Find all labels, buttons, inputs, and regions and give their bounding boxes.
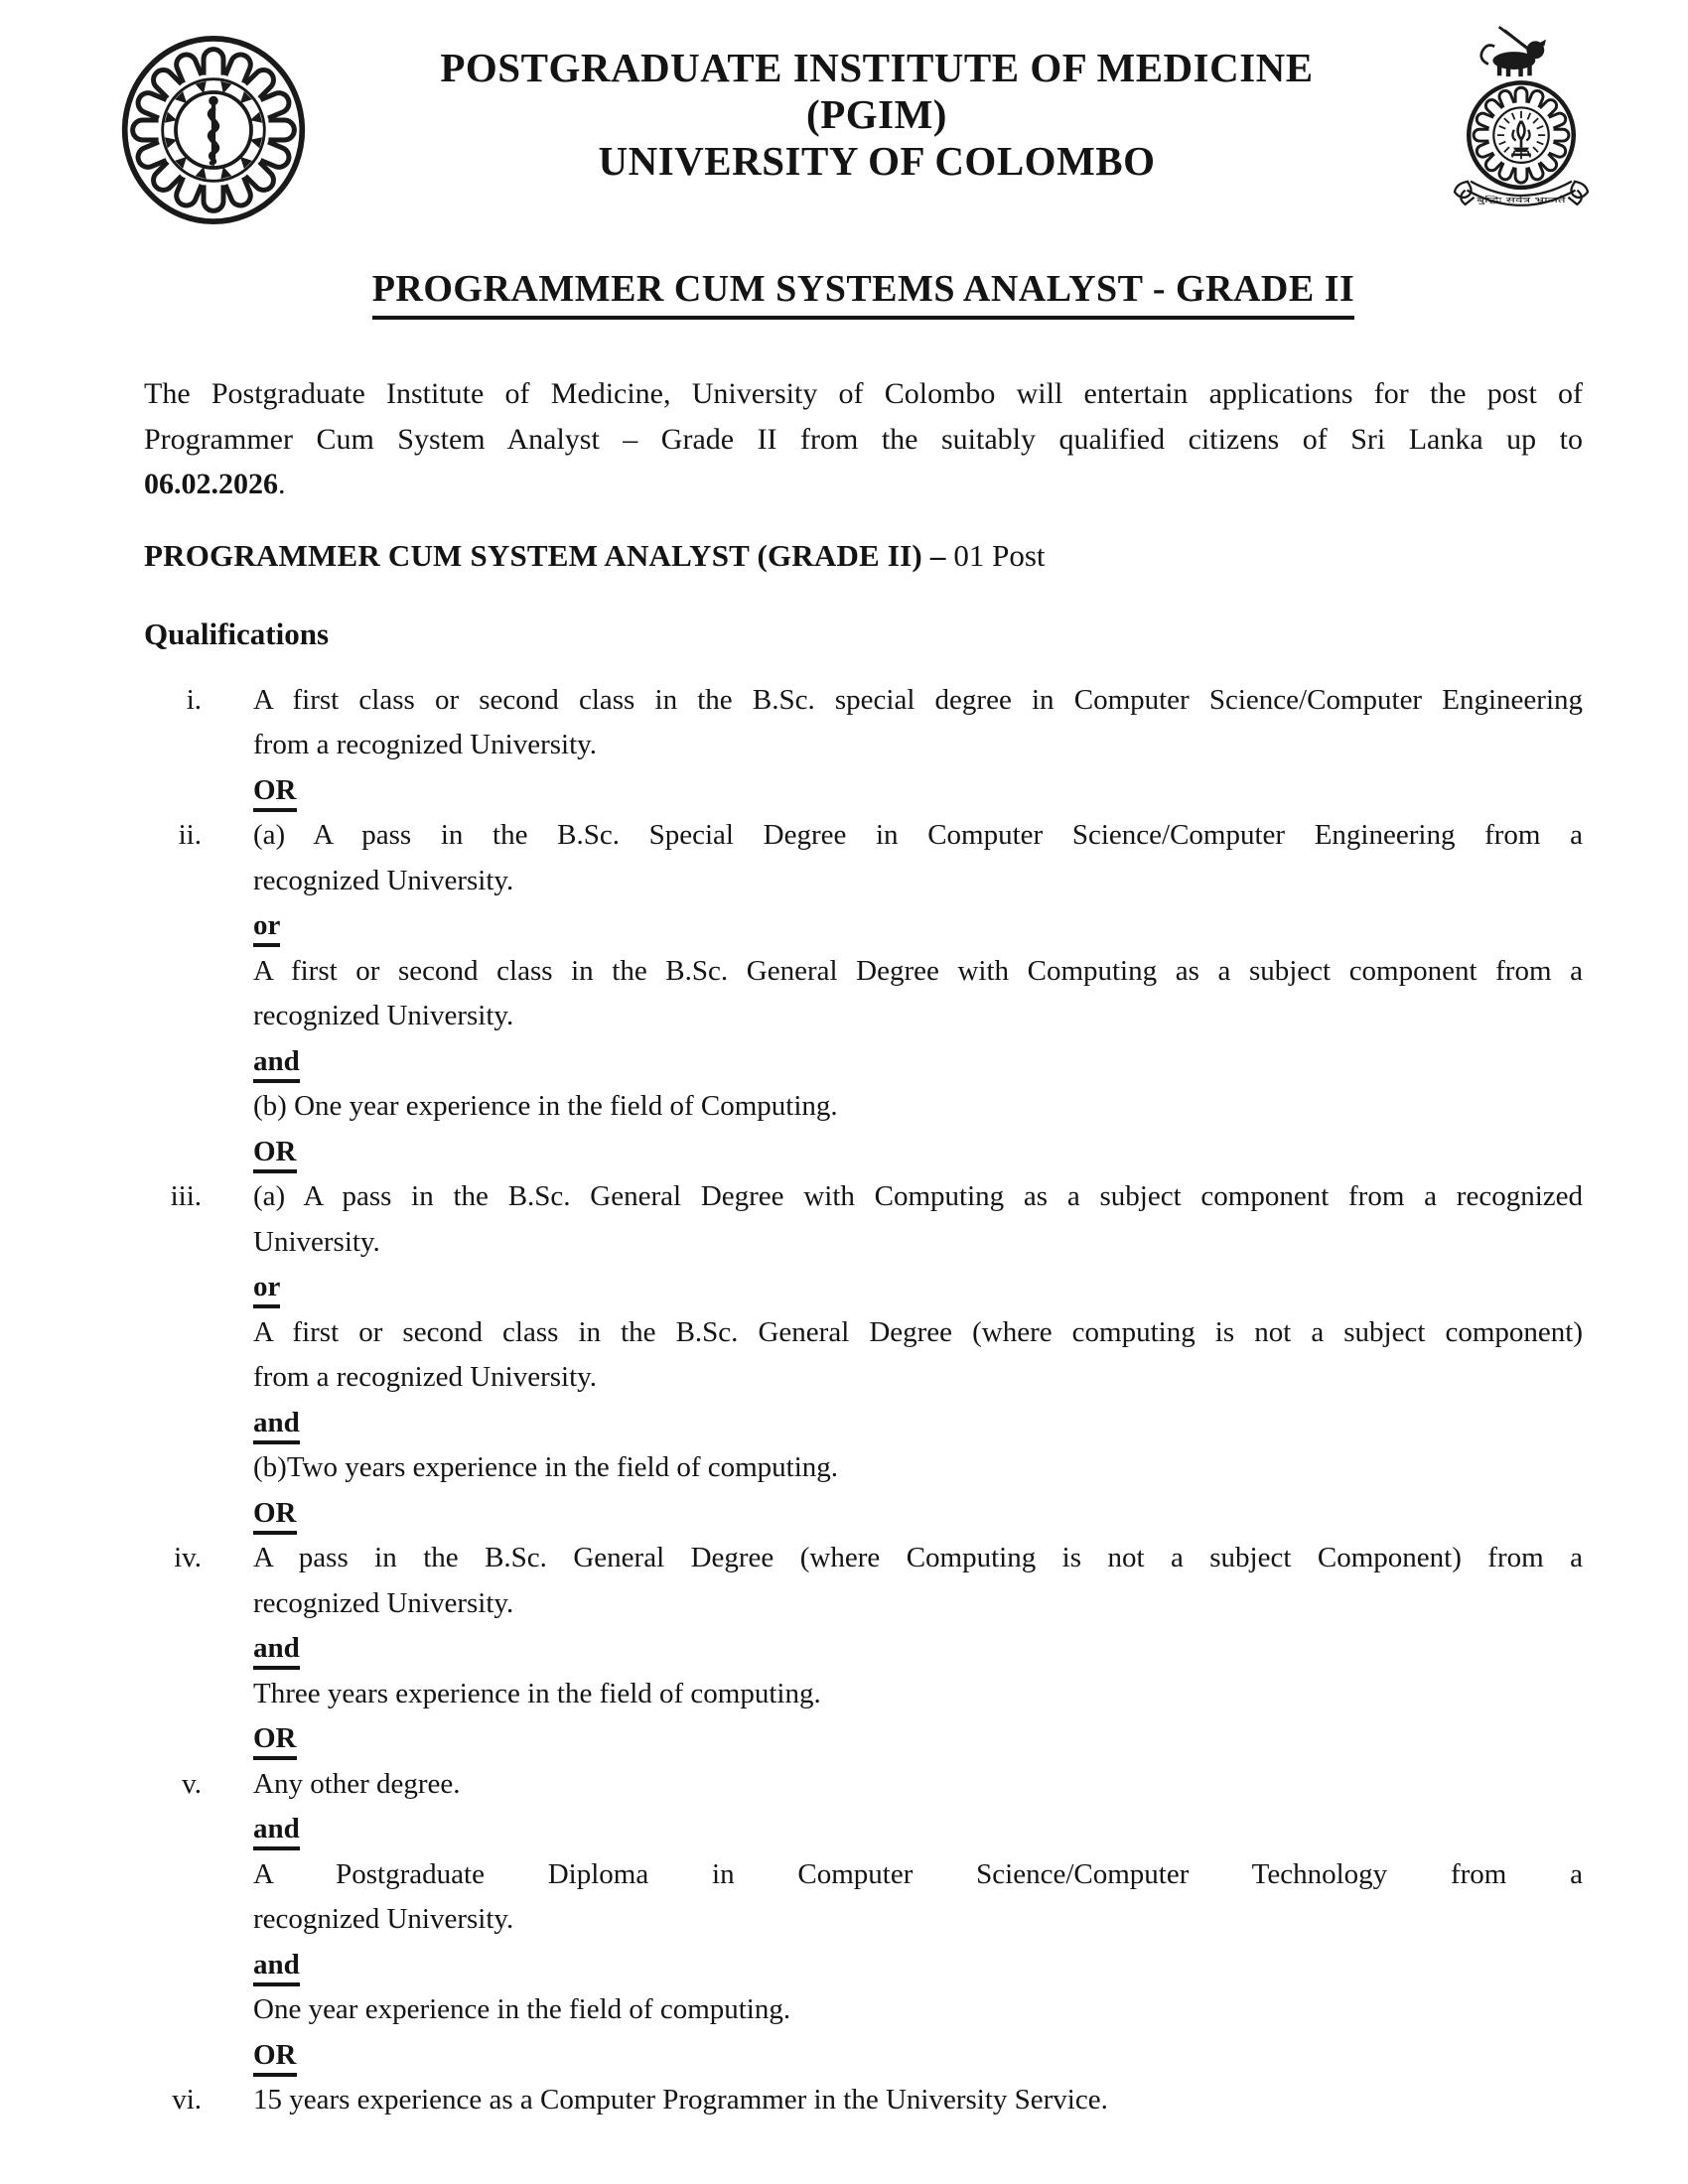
connector-line [253, 1491, 1583, 1537]
ray-ornament [1528, 113, 1531, 120]
ray-ornament [1504, 118, 1509, 123]
ray-ornament [1537, 126, 1544, 129]
petal-ornament [1474, 129, 1488, 141]
intro-line: Programmer Cum System Analyst – Grade II from the suitably qualified citizens of Sri Lanka up to [144, 422, 1583, 456]
connector-line [253, 1401, 1583, 1446]
ray-ornament [1512, 113, 1515, 120]
institute-name-block [308, 25, 1446, 185]
qualification-text-line: recognized University. [253, 864, 514, 896]
qualification-item [144, 1762, 1583, 2079]
qualification-text-line: A first class or second class in the B.Sc. special degree in Computer Science/Computer Engineering [253, 683, 1583, 716]
qualification-item [144, 813, 1583, 1174]
ray-ornament [1504, 147, 1509, 152]
post-heading-bold: PROGRAMMER CUM SYSTEM ANALYST (GRADE II) – [144, 537, 946, 573]
intro-paragraph [144, 371, 1583, 507]
intro-line: The Postgraduate Institute of Medicine, University of Colombo will entertain applications for the post of [144, 377, 1583, 410]
connector-line [253, 1807, 1583, 1852]
qualification-text-line: (a) A pass in the B.Sc. General Degree with Computing as a subject component from a recognized [253, 1180, 1583, 1212]
qualification-content [253, 813, 1583, 1174]
qualification-text-line: recognized University. [253, 1000, 514, 1031]
qualification-content [253, 678, 1583, 814]
application-deadline: 06.02.2026 [144, 468, 278, 500]
page-title: PROGRAMMER CUM SYSTEMS ANALYST - GRADE II [372, 267, 1355, 320]
deadline-period: . [278, 468, 286, 500]
petal-ornament [204, 50, 223, 75]
qualification-text-line: A first or second class in the B.Sc. General Degree (where computing is not a subject component) [253, 1315, 1583, 1348]
qualification-item [144, 1536, 1583, 1762]
connector-label: and [253, 1811, 300, 1850]
qualification-text-line: 15 years experience as a Computer Programmer in the University Service. [253, 2084, 1108, 2116]
crest-petal-ring [1474, 87, 1569, 183]
connector-label: OR [253, 1134, 297, 1173]
qualification-content [253, 1762, 1583, 2079]
qualification-text-line: University. [253, 1225, 380, 1258]
pgim-rod-of-asclepius-emblem [119, 33, 308, 227]
connector-label: or [253, 907, 280, 947]
petal-ornament [204, 185, 223, 210]
crest-motto-text: बुद्धिः सर्वत्र भ्राजते [1477, 196, 1529, 205]
qualification-numeral: iii. [170, 1180, 202, 1212]
qualification-item [144, 678, 1583, 814]
connector-label: and [253, 1630, 300, 1670]
ray-ornament [1533, 118, 1538, 123]
qualification-numeral: vi. [172, 2084, 202, 2116]
qualification-content [253, 1536, 1583, 1762]
qualification-text-line: from a recognized University. [253, 1361, 597, 1393]
connector-label: OR [253, 1720, 297, 1760]
ray-ornament [1499, 126, 1506, 129]
connector-line [253, 1130, 1583, 1175]
qualification-item [144, 2078, 1583, 2123]
petal-ornament [1515, 87, 1527, 102]
qualification-text-line: (a) A pass in the B.Sc. Special Degree in Computer Science/Computer Engineering from a [253, 819, 1583, 851]
ray-ornament [1533, 147, 1538, 152]
ray-ornament [1499, 142, 1506, 145]
qualification-text-line: A Postgraduate Diploma in Computer Science/Computer Technology from a [253, 1857, 1583, 1890]
university-of-colombo-crest [1446, 25, 1597, 231]
petal-ornament [268, 120, 294, 140]
qualification-text-line: Any other degree. [253, 1767, 461, 1800]
qualification-item [144, 1174, 1583, 1536]
connector-label: and [253, 1947, 300, 1986]
connector-label: and [253, 1043, 300, 1083]
qualification-text-line: A pass in the B.Sc. General Degree (where Computing is not a subject Component) from a [253, 1542, 1583, 1573]
qualification-text-line: A first or second class in the B.Sc. General Degree with Computing as a subject component from a [253, 954, 1583, 987]
letterhead [144, 25, 1583, 231]
institute-name-line3: UNIVERSITY OF COLOMBO [598, 138, 1156, 184]
connector-label: OR [253, 2037, 297, 2077]
petal-ornament [133, 120, 159, 140]
qualification-content [253, 1174, 1583, 1536]
post-heading [144, 533, 1583, 578]
institute-name-line1: POSTGRADUATE INSTITUTE OF MEDICINE [440, 45, 1314, 90]
qualification-text-line: Three years experience in the field of computing. [253, 1677, 821, 1709]
qualification-content [253, 2078, 1583, 2123]
qualification-text-line: from a recognized University. [253, 729, 597, 760]
institute-name-line2: (PGIM) [806, 91, 947, 137]
oil-lamp-icon [1511, 121, 1531, 155]
connector-line [253, 2033, 1583, 2079]
title-row [144, 267, 1583, 320]
petal-ornament [1554, 129, 1569, 141]
connector-line [253, 768, 1583, 814]
qualification-numeral: ii. [178, 819, 202, 851]
qualification-numeral: v. [182, 1767, 202, 1800]
qualifications-heading: Qualifications [144, 615, 330, 651]
qualification-numeral: iv. [174, 1542, 202, 1573]
qualification-text-line: One year experience in the field of computing. [253, 1993, 791, 2025]
connector-line [253, 1039, 1583, 1085]
qualification-numeral: i. [186, 683, 202, 716]
connector-label: or [253, 1269, 280, 1308]
pgim-logo [119, 33, 308, 227]
connector-label: OR [253, 1495, 297, 1535]
qualification-text-line: (b) One year experience in the field of Computing. [253, 1090, 838, 1122]
connector-line [253, 903, 1583, 949]
qualification-text-line: (b)Two years experience in the field of computing. [253, 1451, 839, 1483]
connector-label: and [253, 1405, 300, 1444]
motto-banner [1455, 182, 1588, 205]
post-count: 01 Post [945, 537, 1046, 573]
qualifications-list [144, 678, 1583, 2123]
connector-line [253, 1943, 1583, 1988]
petal-ornament [1515, 168, 1527, 183]
connector-label: OR [253, 772, 297, 812]
university-crest [1446, 25, 1597, 231]
connector-line [253, 1626, 1583, 1672]
crest-outer-ring [1469, 82, 1574, 188]
ray-ornament [1537, 142, 1544, 145]
qualification-text-line: recognized University. [253, 1586, 514, 1619]
qualification-text-line: recognized University. [253, 1903, 514, 1935]
intro-line [144, 462, 1583, 507]
connector-line [253, 1716, 1583, 1762]
lion-with-sword-icon [1481, 27, 1546, 76]
connector-line [253, 1265, 1583, 1310]
